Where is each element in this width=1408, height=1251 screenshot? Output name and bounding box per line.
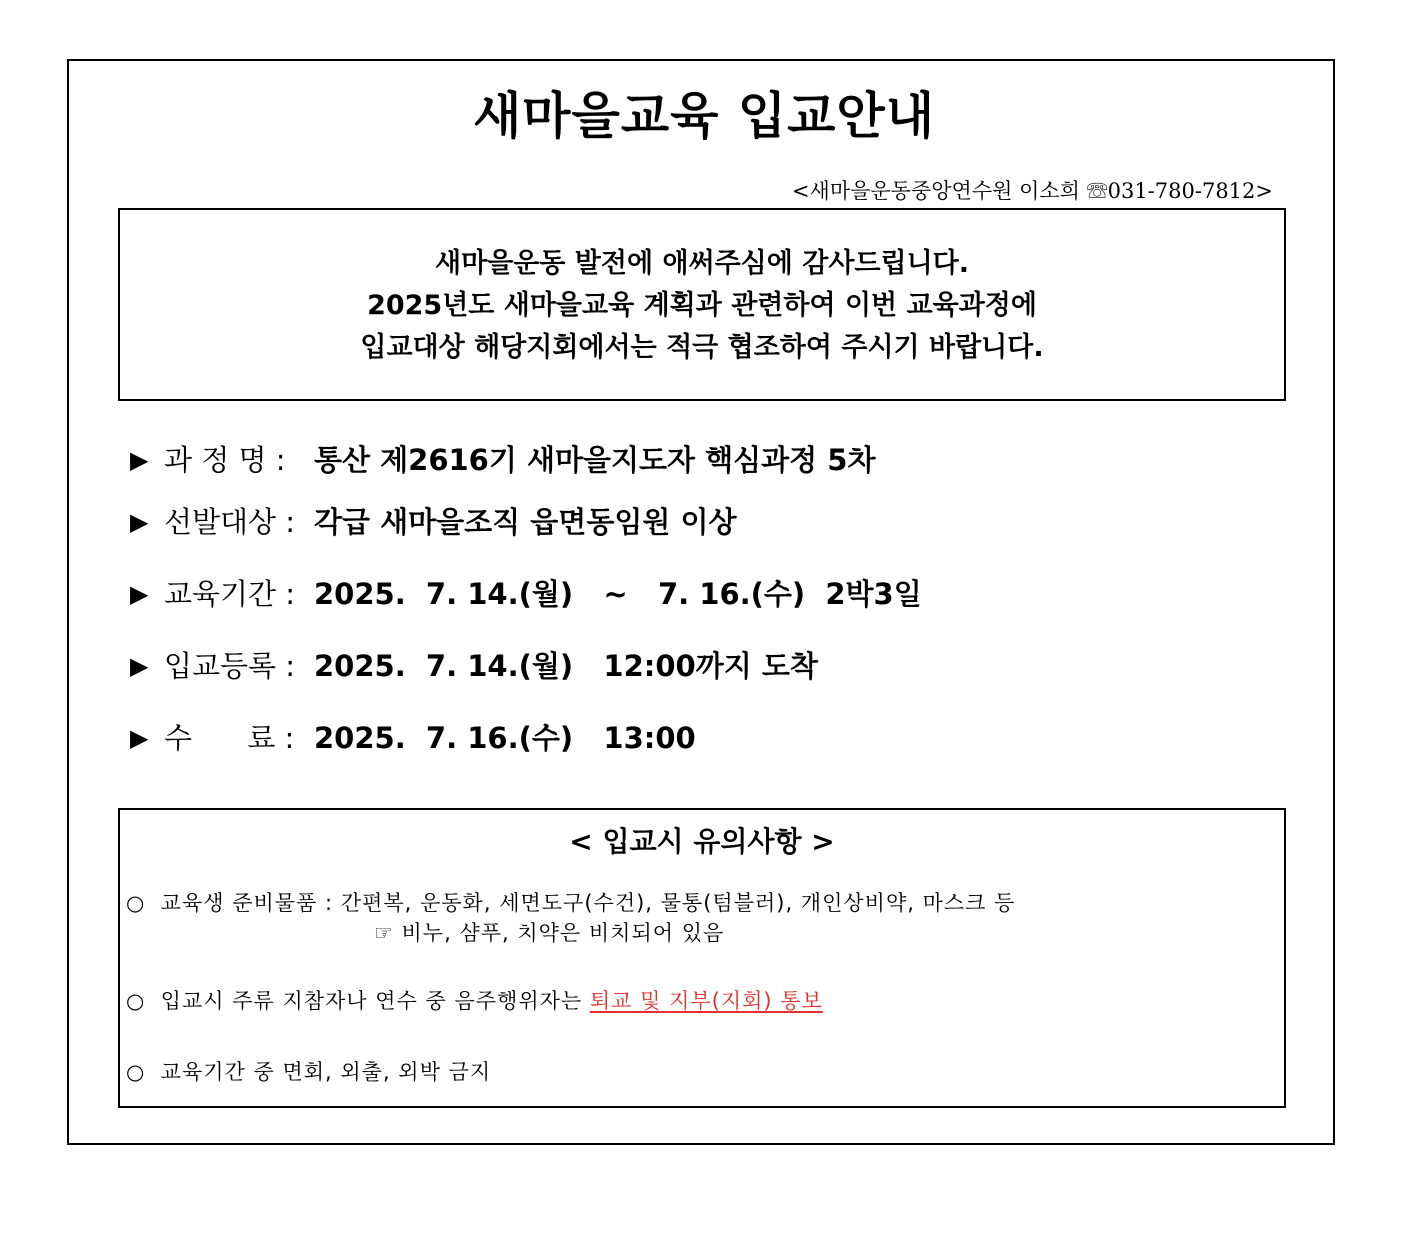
triangle-bullet-icon: ▶	[130, 724, 149, 752]
note-alcohol-penalty: 퇴교 및 지부(지회) 통보	[589, 989, 823, 1013]
notes-box	[118, 808, 1286, 1108]
triangle-bullet-icon: ▶	[130, 508, 149, 536]
contact-info: <새마을운동중앙연수원 이소희 ☏031-780-7812>	[791, 179, 1273, 203]
greeting-line-3: 입교대상 해당지회에서는 적극 협조하여 주시기 바랍니다.	[360, 332, 1044, 363]
target-label: 선발대상 :	[164, 505, 296, 539]
triangle-bullet-icon: ▶	[130, 652, 149, 680]
greeting-box	[118, 208, 1286, 401]
note-item-alcohol	[126, 986, 823, 1016]
period-value: 2025. 7. 14.(월) ~ 7. 16.(수) 2박3일	[314, 577, 922, 611]
note-item-supplies-sub: ☞ 비누, 샴푸, 치약은 비치되어 있음	[374, 921, 725, 945]
page-title: 새마을교육 입교안내	[472, 87, 936, 145]
info-row-registration	[130, 646, 818, 686]
info-row-target	[130, 502, 737, 542]
info-row-course	[130, 440, 876, 480]
info-row-period	[130, 574, 922, 614]
registration-label: 입교등록 :	[164, 649, 296, 683]
course-label: 과 정 명 :	[164, 443, 286, 477]
greeting-line-2: 2025년도 새마을교육 계획과 관련하여 이번 교육과정에	[367, 290, 1037, 321]
triangle-bullet-icon: ▶	[130, 446, 149, 474]
note-item-supplies: ○ 교육생 준비물품 : 간편복, 운동화, 세면도구(수건), 물통(텀블러), 개인상비약, 마스크 등	[126, 891, 1016, 915]
triangle-bullet-icon: ▶	[130, 580, 149, 608]
course-value: 통산 제2616기 새마을지도자 핵심과정 5차	[314, 443, 876, 477]
completion-label: 수 료 :	[164, 721, 295, 755]
target-value: 각급 새마을조직 읍면동임원 이상	[314, 505, 737, 539]
registration-value: 2025. 7. 14.(월) 12:00까지 도착	[314, 649, 818, 683]
info-row-completion	[130, 718, 696, 758]
note-alcohol-text: ○ 입교시 주류 지참자나 연수 중 음주행위자는	[126, 989, 590, 1013]
period-label: 교육기간 :	[164, 577, 296, 611]
greeting-line-1: 새마을운동 발전에 애써주심에 감사드립니다.	[434, 248, 969, 279]
note-item-visits: ○ 교육기간 중 면회, 외출, 외박 금지	[126, 1060, 492, 1084]
completion-value: 2025. 7. 16.(수) 13:00	[314, 721, 696, 755]
notes-title: < 입교시 유의사항 >	[569, 825, 835, 858]
